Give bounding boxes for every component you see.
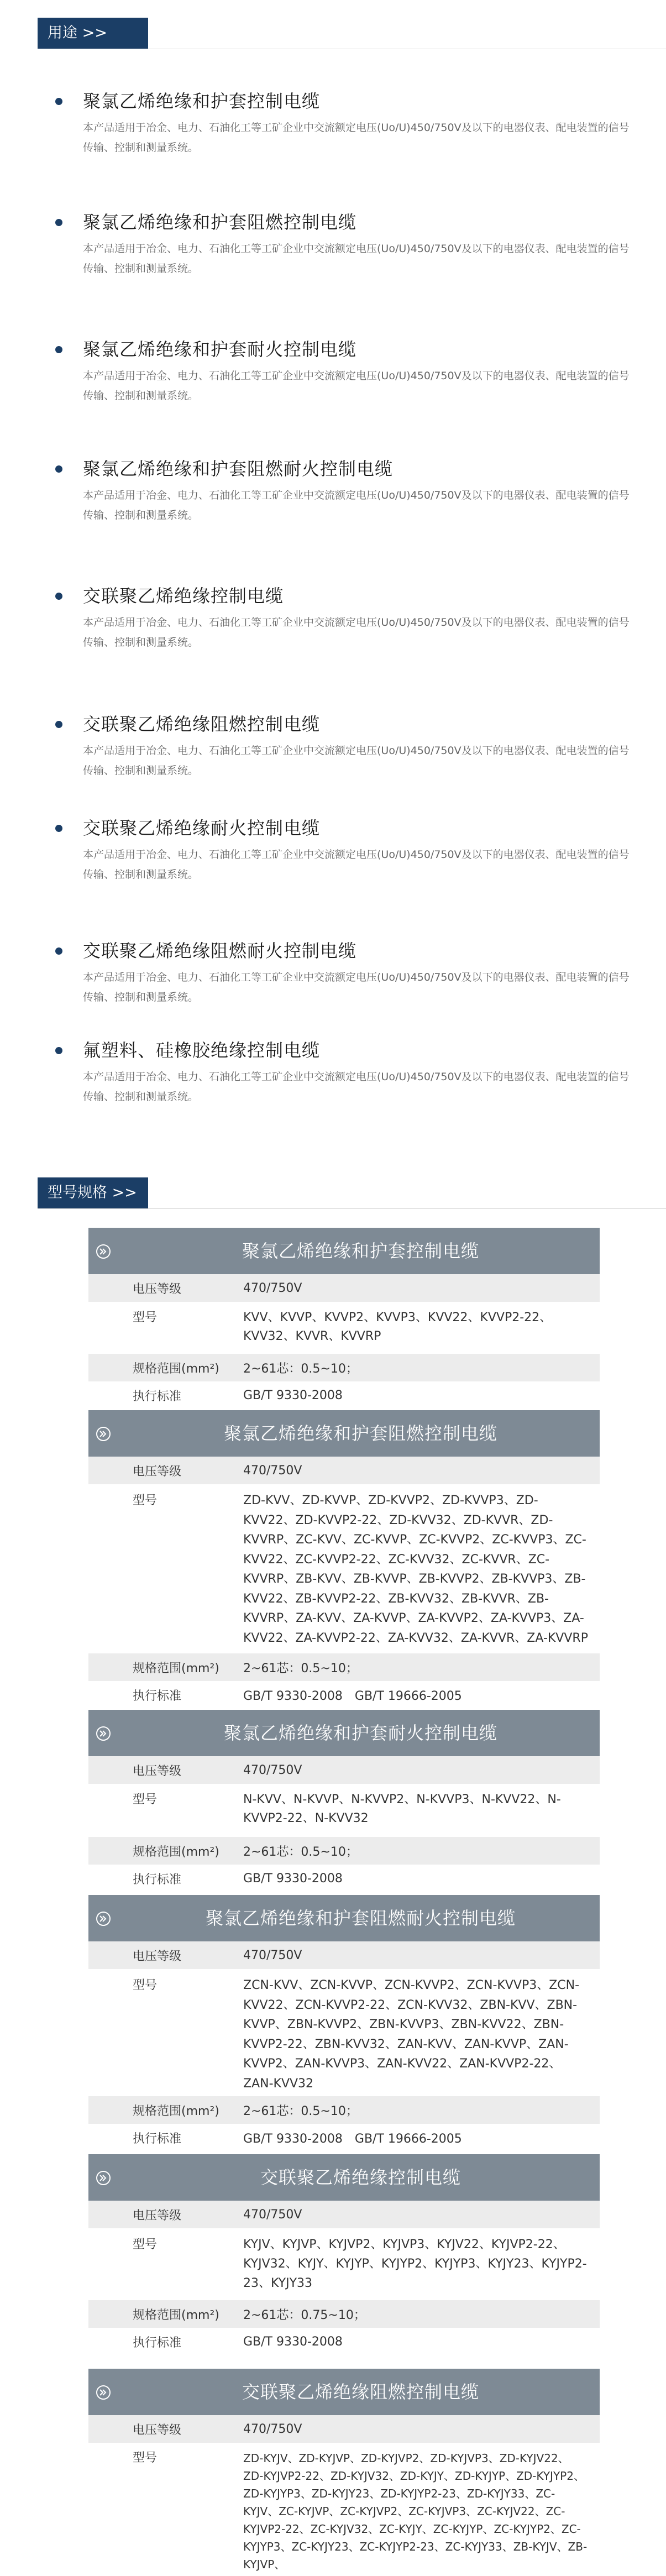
model-label: 型号 <box>133 2238 158 2252</box>
range-label: 规格范围(mm²) <box>133 1845 219 1859</box>
use-item <box>55 338 630 406</box>
standard-label: 执行标准 <box>133 2132 182 2146</box>
spec-card-header <box>88 2154 600 2201</box>
use-item-title: 交联聚乙烯绝缘控制电缆 <box>83 585 284 606</box>
range-value: 2~61芯：0.5~10； <box>243 1362 358 1376</box>
standard-row <box>88 1381 600 1409</box>
range-label: 规格范围(mm²) <box>133 2308 219 2322</box>
bullet-icon <box>55 947 62 955</box>
voltage-label: 电压等级 <box>133 2208 182 2223</box>
spec-card-header <box>88 1895 600 1941</box>
bullet-icon <box>55 825 62 832</box>
double-chevron-right-icon <box>96 1912 111 1926</box>
use-item-title: 聚氯乙烯绝缘和护套阻燃耐火控制电缆 <box>83 458 394 479</box>
use-item-title: 聚氯乙烯绝缘和护套耐火控制电缆 <box>83 339 357 360</box>
standard-row <box>88 2124 600 2151</box>
use-item-desc: 本产品适用于冶金、电力、石油化工等工矿企业中交流额定电压(Uo/U)450/750V及以下的电器仪表、配电装置的信号传输、控制和测量系统。 <box>83 616 630 648</box>
bullet-icon <box>55 219 62 226</box>
use-item <box>55 585 630 652</box>
model-value: KVV、KVVP、KVVP2、KVVP3、KVV22、KVVP2-22、KVV32、KVVR、KVVRP <box>243 1311 552 1343</box>
use-item-desc: 本产品适用于冶金、电力、石油化工等工矿企业中交流额定电压(Uo/U)450/750V及以下的电器仪表、配电装置的信号传输、控制和测量系统。 <box>83 745 630 777</box>
voltage-label: 电压等级 <box>133 1282 182 1296</box>
bullet-icon <box>55 721 62 728</box>
voltage-value: 470/750V <box>243 2207 302 2222</box>
standard-value: GB/T 9330-2008 <box>243 2334 343 2349</box>
model-value: ZD-KVV、ZD-KVVP、ZD-KVVP2、ZD-KVVP3、ZD-KVV22、ZD-KVVP2-22、ZD-KVV32、ZD-KVVR、ZD-KVVRP、ZC-KVV、ZC-KVVP、ZC-KVVP2、ZC-KVVP3、ZC-KVV22、ZC-KVVP2-22、ZC-KVV32、ZC-KVVR、ZC-KVVRP、ZB-KVV、ZB-KVVP、ZB-KVVP2、ZB-KVVP3、ZB-KVV22、ZB-KVVP2-22、ZB-KVV32、ZB-KVVR、ZB-KVVRP、ZA-KVV、ZA-KVVP、ZA-KVVP2、ZA-KVVP3、ZA-KVV22、ZA-KVVP2-22、ZA-KVV32、ZA-KVVR、ZA-KVVRP <box>243 1494 588 1645</box>
range-row <box>88 1837 600 1865</box>
use-item-desc: 本产品适用于冶金、电力、石油化工等工矿企业中交流额定电压(Uo/U)450/750V及以下的电器仪表、配电装置的信号传输、控制和测量系统。 <box>83 1071 630 1103</box>
use-item-title: 交联聚乙烯绝缘耐火控制电缆 <box>83 818 321 839</box>
spec-card-header <box>88 1710 600 1756</box>
spec-card-title: 聚氯乙烯绝缘和护套阻燃耐火控制电缆 <box>205 1908 516 1929</box>
range-row <box>88 1354 600 1381</box>
standard-label: 执行标准 <box>133 1389 182 1404</box>
standard-value: GB/T 9330-2008 GB/T 19666-2005 <box>243 1689 462 1703</box>
range-value: 2~61芯：0.75~10； <box>243 2308 366 2322</box>
double-chevron-right-icon <box>96 1244 111 1259</box>
range-label: 规格范围(mm²) <box>133 2104 219 2118</box>
model-value: ZCN-KVV、ZCN-KVVP、ZCN-KVVP2、ZCN-KVVP3、ZCN-KVV22、ZCN-KVVP2-22、ZCN-KVV32、ZBN-KVV、ZBN-KVVP、ZBN-KVVP2、ZBN-KVVP3、ZBN-KVV22、ZBN-KVVP2-22、ZBN-KVV32、ZAN-KVV、ZAN-KVVP、ZAN-KVVP2、ZAN-KVVP3、ZAN-KVV22、ZAN-KVVP2-22、ZAN-KVV32 <box>243 1978 580 2091</box>
use-item <box>55 1039 630 1107</box>
spec-card <box>88 1228 600 1409</box>
model-value: N-KVV、N-KVVP、N-KVVP2、N-KVVP3、N-KVV22、N-KVVP2-22、N-KVV32 <box>243 1793 561 1825</box>
divider <box>38 1208 666 1209</box>
spec-card <box>88 1410 600 1709</box>
double-chevron-right-icon <box>96 1427 111 1441</box>
bullet-icon <box>55 1047 62 1054</box>
bullet-icon <box>55 593 62 600</box>
model-row <box>88 1484 600 1653</box>
voltage-label: 电压等级 <box>133 1464 182 1479</box>
section-header-use-label: 用途 >> <box>48 24 107 41</box>
standard-label: 执行标准 <box>133 1689 182 1703</box>
use-item-title: 聚氯乙烯绝缘和护套控制电缆 <box>83 91 321 112</box>
model-row <box>88 1969 600 2096</box>
use-item-title: 交联聚乙烯绝缘阻燃控制电缆 <box>83 714 321 735</box>
range-row <box>88 2300 600 2328</box>
voltage-value: 470/750V <box>243 1463 302 1478</box>
voltage-row <box>88 1457 600 1484</box>
range-value: 2~61芯：0.5~10； <box>243 2104 358 2118</box>
use-item <box>55 458 630 525</box>
model-value: KYJV、KYJVP、KYJVP2、KYJVP3、KYJV22、KYJVP2-22、KYJV32、KYJY、KYJYP、KYJYP2、KYJYP3、KYJY23、KYJYP2-23、KYJY33 <box>243 2238 587 2290</box>
spec-card <box>88 2154 600 2355</box>
bullet-icon <box>55 98 62 105</box>
use-item-title: 聚氯乙烯绝缘和护套阻燃控制电缆 <box>83 212 357 233</box>
double-chevron-right-icon <box>96 2171 111 2185</box>
model-row <box>88 1784 600 1837</box>
use-item <box>55 211 630 279</box>
use-item <box>55 940 630 1007</box>
spec-card <box>88 1710 600 1892</box>
model-value: ZD-KYJV、ZD-KYJVP、ZD-KYJVP2、ZD-KYJVP3、ZD-KYJV22、ZD-KYJVP2-22、ZD-KYJV32、ZD-KYJY、ZD-KYJYP、ZD-KYJYP2、ZD-KYJYP3、ZD-KYJY23、ZD-KYJYP2-23、ZD-KYJY33、ZC-KYJV、ZC-KYJVP、ZC-KYJVP2、ZC-KYJVP3、ZC-KYJV22、ZC-KYJVP2-22、ZC-KYJV32、ZC-KYJY、ZC-KYJYP、ZC-KYJYP2、ZC-KYJYP3、ZC-KYJY23、ZC-KYJYP2-23、ZC-KYJY33、ZB-KYJV、ZB-KYJVP、 <box>243 2452 588 2571</box>
range-row <box>88 2096 600 2124</box>
range-value: 2~61芯：0.5~10； <box>243 1661 358 1676</box>
voltage-value: 470/750V <box>243 1763 302 1777</box>
use-item-desc: 本产品适用于冶金、电力、石油化工等工矿企业中交流额定电压(Uo/U)450/750V及以下的电器仪表、配电装置的信号传输、控制和测量系统。 <box>83 489 630 521</box>
spec-card <box>88 1895 600 2151</box>
range-value: 2~61芯：0.5~10； <box>243 1845 358 1859</box>
model-row <box>88 1302 600 1354</box>
spec-card-title: 聚氯乙烯绝缘和护套控制电缆 <box>242 1240 479 1261</box>
standard-row <box>88 1681 600 1709</box>
double-chevron-right-icon <box>96 1726 111 1741</box>
spec-card-header <box>88 1228 600 1274</box>
use-item <box>55 817 630 884</box>
use-item-desc: 本产品适用于冶金、电力、石油化工等工矿企业中交流额定电压(Uo/U)450/750V及以下的电器仪表、配电装置的信号传输、控制和测量系统。 <box>83 849 630 881</box>
range-row <box>88 1653 600 1681</box>
section-header-use <box>38 18 148 49</box>
spec-card-header <box>88 1410 600 1457</box>
voltage-row <box>88 1756 600 1784</box>
use-item <box>55 713 630 781</box>
voltage-label: 电压等级 <box>133 1764 182 1778</box>
use-item-desc: 本产品适用于冶金、电力、石油化工等工矿企业中交流额定电压(Uo/U)450/750V及以下的电器仪表、配电装置的信号传输、控制和测量系统。 <box>83 370 630 402</box>
standard-row <box>88 1865 600 1892</box>
use-item-desc: 本产品适用于冶金、电力、石油化工等工矿企业中交流额定电压(Uo/U)450/750V及以下的电器仪表、配电装置的信号传输、控制和测量系统。 <box>83 122 630 154</box>
model-label: 型号 <box>133 1494 158 1507</box>
bullet-icon <box>55 346 62 353</box>
model-label: 型号 <box>133 1978 158 1992</box>
model-label: 型号 <box>133 2451 158 2465</box>
voltage-value: 470/750V <box>243 1281 302 1295</box>
use-item <box>55 90 630 158</box>
model-row <box>88 2443 600 2576</box>
use-item-title: 氟塑料、硅橡胶绝缘控制电缆 <box>83 1040 321 1061</box>
use-item-desc: 本产品适用于冶金、电力、石油化工等工矿企业中交流额定电压(Uo/U)450/750V及以下的电器仪表、配电装置的信号传输、控制和测量系统。 <box>83 971 630 1003</box>
spec-card-title: 交联聚乙烯绝缘阻燃控制电缆 <box>242 2381 479 2402</box>
voltage-row <box>88 2415 600 2443</box>
standard-row <box>88 2328 600 2355</box>
spec-card <box>88 2369 600 2576</box>
spec-card-title: 交联聚乙烯绝缘控制电缆 <box>260 2167 461 2188</box>
voltage-label: 电压等级 <box>133 2423 182 2437</box>
range-label: 规格范围(mm²) <box>133 1661 219 1676</box>
voltage-value: 470/750V <box>243 2422 302 2436</box>
voltage-label: 电压等级 <box>133 1949 182 1964</box>
standard-label: 执行标准 <box>133 2336 182 2350</box>
standard-value: GB/T 9330-2008 <box>243 1388 343 1402</box>
model-label: 型号 <box>133 1311 158 1324</box>
voltage-value: 470/750V <box>243 1948 302 1962</box>
standard-value: GB/T 9330-2008 <box>243 1871 343 1886</box>
standard-value: GB/T 9330-2008 GB/T 19666-2005 <box>243 2132 462 2146</box>
model-row <box>88 2228 600 2300</box>
voltage-row <box>88 2201 600 2228</box>
spec-card-title: 聚氯乙烯绝缘和护套耐火控制电缆 <box>223 1722 497 1743</box>
double-chevron-right-icon <box>96 2385 111 2400</box>
voltage-row <box>88 1941 600 1969</box>
model-label: 型号 <box>133 1793 158 1807</box>
range-label: 规格范围(mm²) <box>133 1362 219 1376</box>
standard-label: 执行标准 <box>133 1872 182 1887</box>
section-header-spec <box>38 1177 148 1208</box>
bullet-icon <box>55 465 62 473</box>
section-header-spec-label: 型号规格 >> <box>48 1184 137 1201</box>
use-item-title: 交联聚乙烯绝缘阻燃耐火控制电缆 <box>83 940 357 961</box>
voltage-row <box>88 1274 600 1302</box>
spec-card-title: 聚氯乙烯绝缘和护套阻燃控制电缆 <box>223 1423 497 1444</box>
spec-card-header <box>88 2369 600 2415</box>
use-item-desc: 本产品适用于冶金、电力、石油化工等工矿企业中交流额定电压(Uo/U)450/750V及以下的电器仪表、配电装置的信号传输、控制和测量系统。 <box>83 243 630 275</box>
